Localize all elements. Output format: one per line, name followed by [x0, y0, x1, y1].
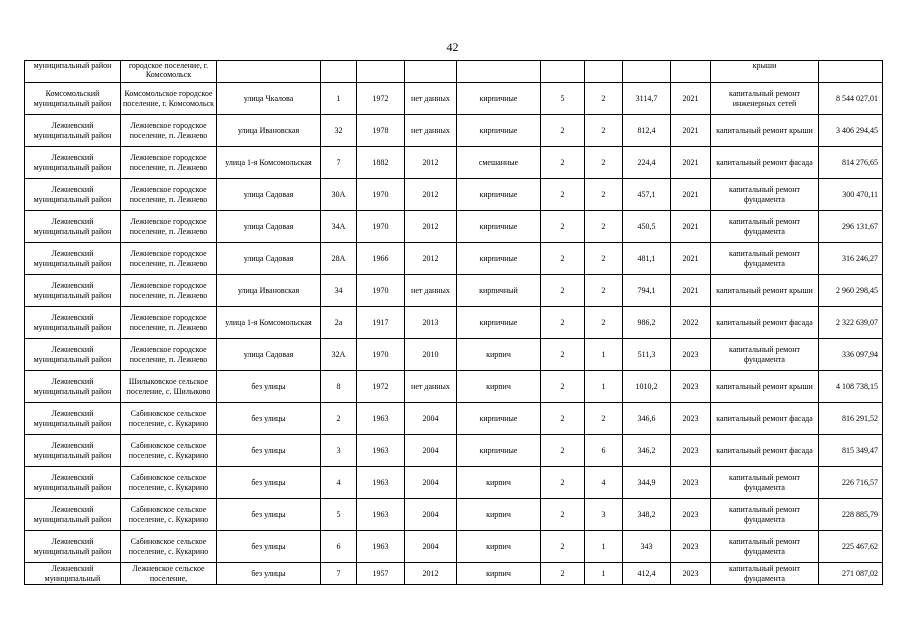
plan-year-cell: 2023 — [671, 563, 711, 585]
settlement-cell: Лежневское городское поселение, п. Лежнево — [121, 115, 217, 147]
floors-cell: 2 — [541, 435, 585, 467]
table-row — [25, 211, 883, 243]
area-cell: 344,9 — [623, 467, 671, 499]
settlement-cell: Сабиновское сельское поселение, с. Кукарино — [121, 531, 217, 563]
house-number-cell: 2 — [321, 403, 357, 435]
last-repair-cell: нет данных — [405, 371, 457, 403]
work-type-cell: капитальный ремонт крыши — [711, 275, 819, 307]
house-number-cell: 2а — [321, 307, 357, 339]
work-type-cell: капитальный ремонт крыши — [711, 115, 819, 147]
year-built-cell: 1957 — [357, 563, 405, 585]
table-row — [25, 499, 883, 531]
floors-cell: 5 — [541, 83, 585, 115]
wall-material-cell: кирпичный — [457, 275, 541, 307]
work-type-cell: капитальный ремонт фасада — [711, 307, 819, 339]
floors-cell: 2 — [541, 403, 585, 435]
settlement-cell: Сабиновское сельское поселение, с. Кукарино — [121, 435, 217, 467]
street-cell — [217, 61, 321, 83]
floors-cell: 2 — [541, 275, 585, 307]
floors-cell: 2 — [541, 339, 585, 371]
entrances-cell: 4 — [585, 467, 623, 499]
settlement-cell: Лежневское городское поселение, п. Лежнево — [121, 147, 217, 179]
year-built-cell: 1970 — [357, 179, 405, 211]
area-cell: 986,2 — [623, 307, 671, 339]
district-cell: Лежневский муниципальный район — [25, 179, 121, 211]
house-number-cell — [321, 61, 357, 83]
street-cell: без улицы — [217, 435, 321, 467]
house-number-cell: 28А — [321, 243, 357, 275]
street-cell: без улицы — [217, 371, 321, 403]
table-row — [25, 179, 883, 211]
area-cell: 1010,2 — [623, 371, 671, 403]
table-row — [25, 275, 883, 307]
last-repair-cell: 2004 — [405, 435, 457, 467]
year-built-cell — [357, 61, 405, 83]
cost-cell: 296 131,67 — [819, 211, 883, 243]
table-row — [25, 115, 883, 147]
street-cell: без улицы — [217, 531, 321, 563]
last-repair-cell: 2004 — [405, 499, 457, 531]
cost-cell: 225 467,62 — [819, 531, 883, 563]
entrances-cell: 2 — [585, 147, 623, 179]
last-repair-cell: 2012 — [405, 211, 457, 243]
year-built-cell: 1882 — [357, 147, 405, 179]
floors-cell: 2 — [541, 115, 585, 147]
table-row — [25, 403, 883, 435]
entrances-cell: 1 — [585, 339, 623, 371]
table-row — [25, 467, 883, 499]
floors-cell: 2 — [541, 467, 585, 499]
work-type-cell: капитальный ремонт фундамента — [711, 563, 819, 585]
plan-year-cell: 2023 — [671, 403, 711, 435]
work-type-cell: крыши — [711, 61, 819, 83]
year-built-cell: 1963 — [357, 467, 405, 499]
street-cell: улица 1-я Комсомольская — [217, 307, 321, 339]
settlement-cell: Лежневское городское поселение, п. Лежнево — [121, 243, 217, 275]
year-built-cell: 1966 — [357, 243, 405, 275]
year-built-cell: 1963 — [357, 403, 405, 435]
plan-year-cell: 2021 — [671, 243, 711, 275]
year-built-cell: 1917 — [357, 307, 405, 339]
entrances-cell: 2 — [585, 115, 623, 147]
cost-cell: 815 349,47 — [819, 435, 883, 467]
floors-cell: 2 — [541, 147, 585, 179]
house-number-cell: 32А — [321, 339, 357, 371]
plan-year-cell: 2023 — [671, 499, 711, 531]
year-built-cell: 1963 — [357, 531, 405, 563]
settlement-cell: Сабиновское сельское поселение, с. Кукарино — [121, 467, 217, 499]
settlement-cell: Сабиновское сельское поселение, с. Кукарино — [121, 403, 217, 435]
area-cell: 794,1 — [623, 275, 671, 307]
last-repair-cell: 2012 — [405, 243, 457, 275]
page-number: 42 — [446, 40, 459, 54]
cost-cell: 316 246,27 — [819, 243, 883, 275]
work-type-cell: капитальный ремонт крыши — [711, 371, 819, 403]
wall-material-cell: кирпич — [457, 339, 541, 371]
plan-year-cell: 2023 — [671, 467, 711, 499]
district-cell: Лежневский муниципальный район — [25, 403, 121, 435]
table-row — [25, 243, 883, 275]
floors-cell: 2 — [541, 211, 585, 243]
work-type-cell: капитальный ремонт фундамента — [711, 243, 819, 275]
entrances-cell: 2 — [585, 211, 623, 243]
floors-cell: 2 — [541, 179, 585, 211]
district-cell: муниципальный район — [25, 61, 121, 83]
wall-material-cell: кирпичные — [457, 435, 541, 467]
wall-material-cell: кирпич — [457, 499, 541, 531]
entrances-cell: 3 — [585, 499, 623, 531]
cost-cell: 816 291,52 — [819, 403, 883, 435]
house-number-cell: 5 — [321, 499, 357, 531]
entrances-cell: 2 — [585, 403, 623, 435]
year-built-cell: 1970 — [357, 339, 405, 371]
wall-material-cell: кирпич — [457, 563, 541, 585]
work-type-cell: капитальный ремонт инженерных сетей — [711, 83, 819, 115]
last-repair-cell: 2004 — [405, 403, 457, 435]
work-type-cell: капитальный ремонт фасада — [711, 435, 819, 467]
street-cell: улица Садовая — [217, 243, 321, 275]
last-repair-cell: 2010 — [405, 339, 457, 371]
area-cell: 450,5 — [623, 211, 671, 243]
wall-material-cell — [457, 61, 541, 83]
street-cell: улица 1-я Комсомольская — [217, 147, 321, 179]
last-repair-cell — [405, 61, 457, 83]
work-type-cell: капитальный ремонт фундамента — [711, 211, 819, 243]
district-cell: Лежневский муниципальный район — [25, 211, 121, 243]
cost-cell — [819, 61, 883, 83]
house-number-cell: 3 — [321, 435, 357, 467]
cost-cell: 3 406 294,45 — [819, 115, 883, 147]
house-number-cell: 34 — [321, 275, 357, 307]
district-cell: Лежневский муниципальный район — [25, 371, 121, 403]
settlement-cell: Лежневское городское поселение, п. Лежнево — [121, 307, 217, 339]
area-cell: 812,4 — [623, 115, 671, 147]
district-cell: Комсомольский муниципальный район — [25, 83, 121, 115]
last-repair-cell: 2004 — [405, 531, 457, 563]
plan-year-cell: 2023 — [671, 339, 711, 371]
last-repair-cell: нет данных — [405, 83, 457, 115]
plan-year-cell: 2021 — [671, 275, 711, 307]
table-row — [25, 307, 883, 339]
house-number-cell: 7 — [321, 563, 357, 585]
plan-year-cell: 2021 — [671, 115, 711, 147]
floors-cell: 2 — [541, 499, 585, 531]
last-repair-cell: 2012 — [405, 179, 457, 211]
work-type-cell: капитальный ремонт фасада — [711, 403, 819, 435]
cost-cell: 271 087,02 — [819, 563, 883, 585]
street-cell: без улицы — [217, 563, 321, 585]
cost-cell: 2 322 639,07 — [819, 307, 883, 339]
street-cell: улица Садовая — [217, 179, 321, 211]
cost-cell: 336 097,94 — [819, 339, 883, 371]
cost-cell: 226 716,57 — [819, 467, 883, 499]
floors-cell — [541, 61, 585, 83]
plan-year-cell — [671, 61, 711, 83]
house-number-cell: 32 — [321, 115, 357, 147]
year-built-cell: 1972 — [357, 371, 405, 403]
street-cell: улица Садовая — [217, 339, 321, 371]
wall-material-cell: кирпичные — [457, 211, 541, 243]
last-repair-cell: 2004 — [405, 467, 457, 499]
table-row — [25, 61, 883, 83]
table-row — [25, 371, 883, 403]
plan-year-cell: 2023 — [671, 371, 711, 403]
district-cell: Лежневский муниципальный — [25, 563, 121, 585]
last-repair-cell: 2013 — [405, 307, 457, 339]
housing-repair-table — [24, 60, 883, 585]
wall-material-cell: кирпичные — [457, 179, 541, 211]
entrances-cell: 2 — [585, 179, 623, 211]
table-row — [25, 531, 883, 563]
cost-cell: 228 885,79 — [819, 499, 883, 531]
plan-year-cell: 2021 — [671, 147, 711, 179]
year-built-cell: 1978 — [357, 115, 405, 147]
wall-material-cell: кирпичные — [457, 83, 541, 115]
district-cell: Лежневский муниципальный район — [25, 307, 121, 339]
area-cell: 348,2 — [623, 499, 671, 531]
plan-year-cell: 2021 — [671, 83, 711, 115]
work-type-cell: капитальный ремонт фундамента — [711, 467, 819, 499]
entrances-cell: 1 — [585, 531, 623, 563]
district-cell: Лежневский муниципальный район — [25, 275, 121, 307]
district-cell: Лежневский муниципальный район — [25, 531, 121, 563]
table-row — [25, 563, 883, 585]
district-cell: Лежневский муниципальный район — [25, 147, 121, 179]
settlement-cell: Шилыковское сельское поселение, с. Шилыково — [121, 371, 217, 403]
year-built-cell: 1963 — [357, 435, 405, 467]
settlement-cell: Лежневское городское поселение, п. Лежнево — [121, 339, 217, 371]
entrances-cell: 2 — [585, 83, 623, 115]
settlement-cell: Сабиновское сельское поселение, с. Кукарино — [121, 499, 217, 531]
wall-material-cell: кирпич — [457, 371, 541, 403]
work-type-cell: капитальный ремонт фасада — [711, 147, 819, 179]
district-cell: Лежневский муниципальный район — [25, 115, 121, 147]
entrances-cell: 1 — [585, 371, 623, 403]
district-cell: Лежневский муниципальный район — [25, 435, 121, 467]
area-cell: 3114,7 — [623, 83, 671, 115]
work-type-cell: капитальный ремонт фундамента — [711, 531, 819, 563]
wall-material-cell: смешанные — [457, 147, 541, 179]
plan-year-cell: 2021 — [671, 179, 711, 211]
cost-cell: 4 108 738,15 — [819, 371, 883, 403]
work-type-cell: капитальный ремонт фундамента — [711, 339, 819, 371]
entrances-cell — [585, 61, 623, 83]
table-row — [25, 435, 883, 467]
cost-cell: 300 470,11 — [819, 179, 883, 211]
last-repair-cell: нет данных — [405, 275, 457, 307]
year-built-cell: 1963 — [357, 499, 405, 531]
wall-material-cell: кирпичные — [457, 243, 541, 275]
district-cell: Лежневский муниципальный район — [25, 467, 121, 499]
house-number-cell: 34А — [321, 211, 357, 243]
district-cell: Лежневский муниципальный район — [25, 243, 121, 275]
area-cell: 346,2 — [623, 435, 671, 467]
table-row — [25, 83, 883, 115]
settlement-cell: Лежневское городское поселение, п. Лежнево — [121, 179, 217, 211]
floors-cell: 2 — [541, 243, 585, 275]
floors-cell: 2 — [541, 563, 585, 585]
plan-year-cell: 2022 — [671, 307, 711, 339]
table-row — [25, 147, 883, 179]
entrances-cell: 1 — [585, 563, 623, 585]
street-cell: улица Садовая — [217, 211, 321, 243]
floors-cell: 2 — [541, 531, 585, 563]
plan-year-cell: 2023 — [671, 531, 711, 563]
work-type-cell: капитальный ремонт фундамента — [711, 499, 819, 531]
wall-material-cell: кирпичные — [457, 307, 541, 339]
area-cell: 343 — [623, 531, 671, 563]
entrances-cell: 2 — [585, 307, 623, 339]
floors-cell: 2 — [541, 371, 585, 403]
settlement-cell: Лежневское городское поселение, п. Лежнево — [121, 211, 217, 243]
wall-material-cell: кирпич — [457, 467, 541, 499]
district-cell: Лежневский муниципальный район — [25, 339, 121, 371]
last-repair-cell: 2012 — [405, 147, 457, 179]
street-cell: улица Ивановская — [217, 275, 321, 307]
settlement-cell: Комсомольское городское поселение, г. Комсомольск — [121, 83, 217, 115]
house-number-cell: 6 — [321, 531, 357, 563]
house-number-cell: 7 — [321, 147, 357, 179]
year-built-cell: 1970 — [357, 275, 405, 307]
entrances-cell: 6 — [585, 435, 623, 467]
settlement-cell: Лежневское городское поселение, п. Лежнево — [121, 275, 217, 307]
year-built-cell: 1972 — [357, 83, 405, 115]
table-row — [25, 339, 883, 371]
house-number-cell: 1 — [321, 83, 357, 115]
cost-cell: 814 276,65 — [819, 147, 883, 179]
area-cell: 481,1 — [623, 243, 671, 275]
house-number-cell: 4 — [321, 467, 357, 499]
area-cell: 457,1 — [623, 179, 671, 211]
year-built-cell: 1970 — [357, 211, 405, 243]
area-cell: 224,4 — [623, 147, 671, 179]
street-cell: без улицы — [217, 403, 321, 435]
area-cell: 511,3 — [623, 339, 671, 371]
plan-year-cell: 2021 — [671, 211, 711, 243]
area-cell — [623, 61, 671, 83]
street-cell: без улицы — [217, 499, 321, 531]
entrances-cell: 2 — [585, 243, 623, 275]
wall-material-cell: кирпичные — [457, 403, 541, 435]
street-cell: улица Ивановская — [217, 115, 321, 147]
area-cell: 346,6 — [623, 403, 671, 435]
area-cell: 412,4 — [623, 563, 671, 585]
floors-cell: 2 — [541, 307, 585, 339]
work-type-cell: капитальный ремонт фундамента — [711, 179, 819, 211]
street-cell: без улицы — [217, 467, 321, 499]
settlement-cell: Лежневское сельское поселение, — [121, 563, 217, 585]
table-body — [25, 61, 883, 585]
cost-cell: 8 544 027,01 — [819, 83, 883, 115]
last-repair-cell: нет данных — [405, 115, 457, 147]
house-number-cell: 8 — [321, 371, 357, 403]
settlement-cell: городское поселение, г. Комсомольск — [121, 61, 217, 83]
district-cell: Лежневский муниципальный район — [25, 499, 121, 531]
house-number-cell: 30А — [321, 179, 357, 211]
street-cell: улица Чкалова — [217, 83, 321, 115]
entrances-cell: 2 — [585, 275, 623, 307]
wall-material-cell: кирпичные — [457, 115, 541, 147]
plan-year-cell: 2023 — [671, 435, 711, 467]
last-repair-cell: 2012 — [405, 563, 457, 585]
cost-cell: 2 960 298,45 — [819, 275, 883, 307]
wall-material-cell: кирпич — [457, 531, 541, 563]
